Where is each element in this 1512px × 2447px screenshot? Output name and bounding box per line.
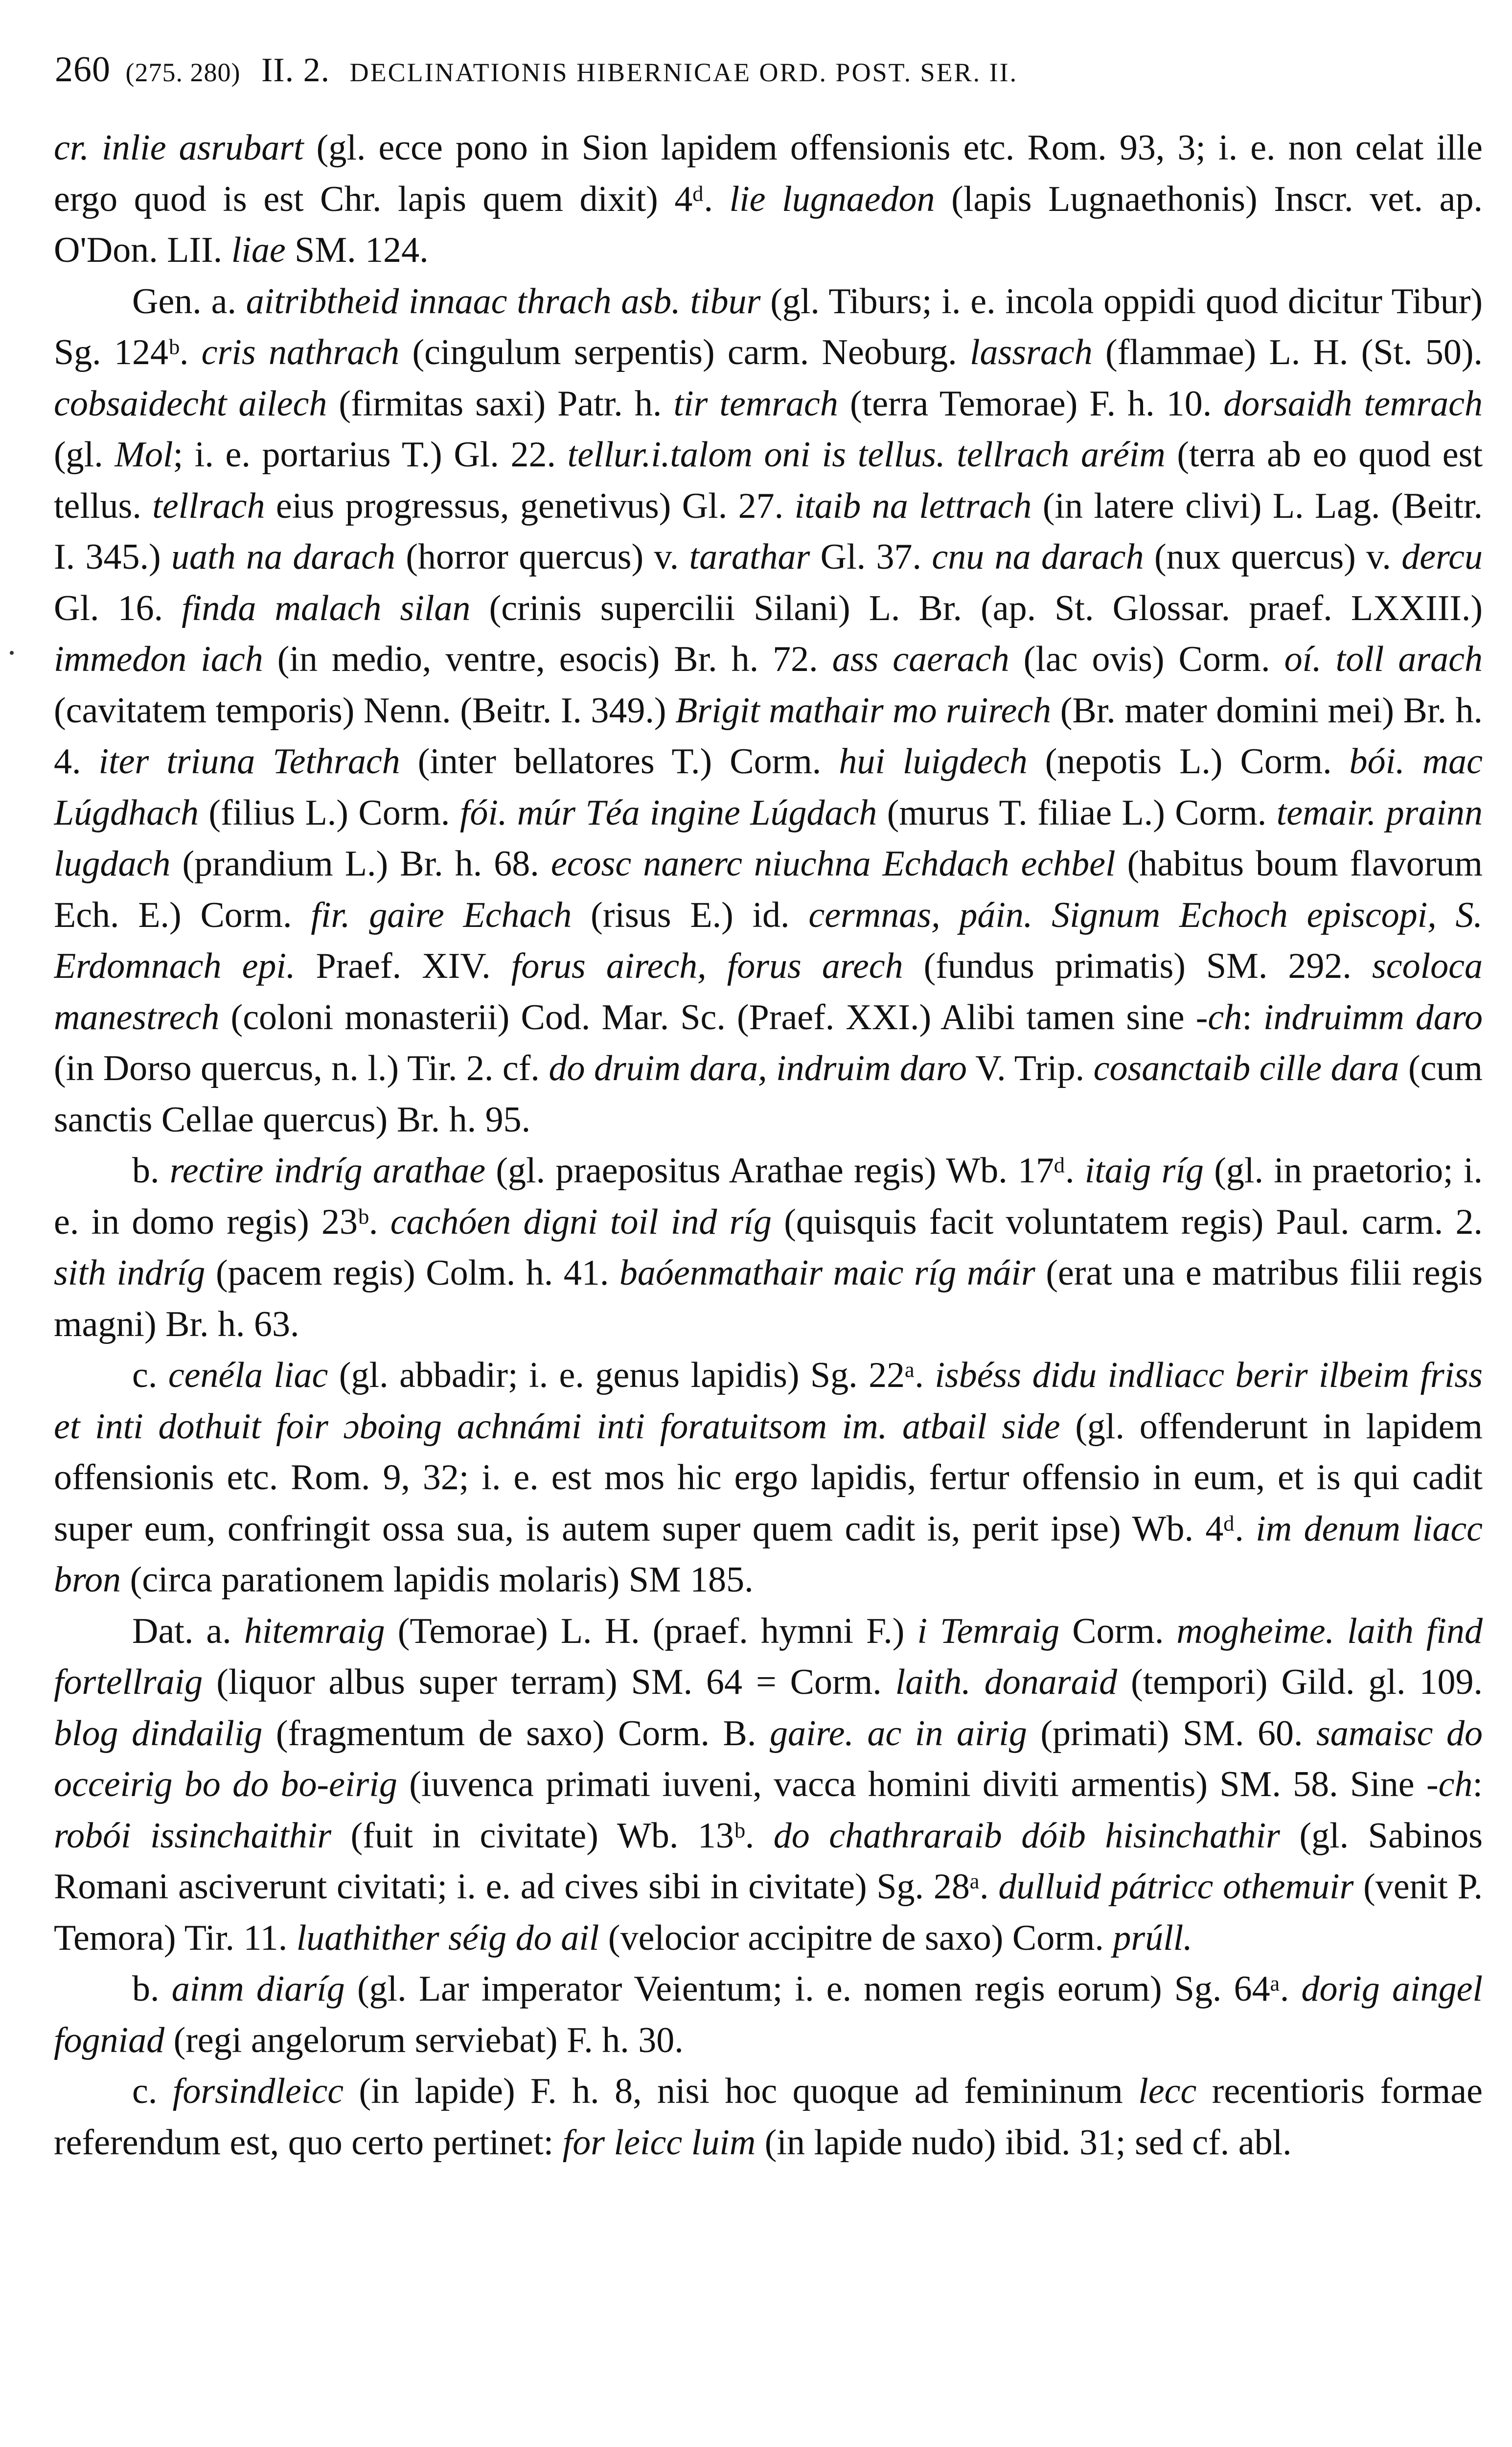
irish-gloss-text: do chathraraib dóib hisinchathir xyxy=(773,1815,1280,1856)
running-title: DECLINATIONIS HIBERNICAE ORD. POST. SER. II. xyxy=(349,58,1018,87)
irish-gloss-text: isbéss didu indliacc berir ilbeim friss et inti dothuit foir ɔboing achnámi inti foratuitsom im. atbail side xyxy=(54,1355,1483,1447)
latin-text: (in lapide) F. h. 8, nisi hoc quoque ad femininum xyxy=(344,2071,1139,2111)
irish-gloss-text: luathither séig do ail xyxy=(296,1917,599,1958)
irish-gloss-text: laith. donaraid xyxy=(895,1662,1118,1702)
latin-text: (regi angelorum serviebat) F. h. 30. xyxy=(164,2020,684,2060)
latin-text: (cavitatem temporis) Nenn. (Beitr. I. 349.) xyxy=(54,690,676,731)
irish-gloss-text: hui luigdech xyxy=(839,741,1028,782)
latin-text: (terra ab eo quod est tellus. xyxy=(54,435,1483,526)
irish-gloss-text: indruimm daro xyxy=(1263,997,1483,1038)
latin-text: (in latere clivi) L. Lag. (Beitr. I. 345.) xyxy=(54,485,1483,577)
latin-text: (pacem regis) Colm. h. 41. xyxy=(205,1253,619,1293)
irish-gloss-text: cermnas, páin. Signum Echoch episcopi, S. Erdomnach epi. xyxy=(54,895,1483,986)
irish-gloss-text: Brigit mathair mo ruirech xyxy=(675,690,1052,731)
latin-text: (liquor albus super terram) SM. 64 = Corm. xyxy=(203,1662,895,1702)
irish-gloss-text: tarathar xyxy=(689,537,810,577)
latin-text: (in medio, ventre, esocis) Br. h. 72. xyxy=(263,639,832,679)
irish-gloss-text: rectire indríg arathae xyxy=(169,1151,486,1191)
latin-text: c. xyxy=(132,2071,173,2111)
paragraph xyxy=(54,1350,1483,1606)
irish-gloss-text: Mol xyxy=(115,435,173,475)
latin-text: (cingulum serpentis) carm. Neoburg. xyxy=(399,332,970,372)
irish-gloss-text: dercu xyxy=(1401,537,1483,577)
latin-text: SM. 124. xyxy=(285,230,429,270)
latin-text: (circa parationem lapidis molaris) SM 185. xyxy=(121,1560,754,1600)
latin-text: (cum sanctis Cellae quercus) Br. h. 95. xyxy=(54,1048,1483,1140)
section-reference: (275. 280) xyxy=(125,58,241,87)
latin-text: (primati) SM. 60. xyxy=(1027,1713,1316,1754)
latin-text: (flammae) L. H. (St. 50). xyxy=(1092,332,1483,372)
latin-text: (nepotis L.) Corm. xyxy=(1027,741,1350,782)
irish-gloss-text: uath na darach xyxy=(171,537,395,577)
irish-gloss-text: -ch xyxy=(1195,997,1242,1038)
irish-gloss-text: robói issinchaithir xyxy=(54,1815,332,1856)
irish-gloss-text: finda malach silan xyxy=(182,588,471,628)
latin-text: (coloni monasterii) Cod. Mar. Sc. (Praef. XXI.) Alibi tamen sine xyxy=(219,997,1196,1038)
latin-text: (risus E.) id. xyxy=(572,895,809,935)
irish-gloss-text: forus airech, forus arech xyxy=(511,946,903,986)
irish-gloss-text: fói. múr Téa ingine Lúgdach xyxy=(459,792,877,833)
irish-gloss-text: ainm diaríg xyxy=(171,1969,345,2009)
latin-text: Praef. XIV. xyxy=(295,946,511,986)
latin-text: (venit P. Temora) Tir. 11. xyxy=(54,1867,1483,1958)
latin-text: (firmitas saxi) Patr. h. xyxy=(327,383,674,424)
latin-text: (fundus primatis) SM. 292. xyxy=(903,946,1372,986)
latin-text: (in Dorso quercus, n. l.) Tir. 2. cf. xyxy=(54,1048,549,1088)
latin-text: (gl. Sabinos Romani asciverunt civitati; i. e. ad cives sibi in civitate) Sg. 28ᵃ. xyxy=(54,1815,1483,1907)
latin-text: (fuit in civitate) Wb. 13ᵇ. xyxy=(331,1815,774,1856)
irish-gloss-text: blog dindailig xyxy=(54,1713,263,1754)
irish-gloss-text: cachóen digni toil ind ríg xyxy=(390,1201,772,1242)
irish-gloss-text: cr. inlie asrubart xyxy=(54,128,304,168)
irish-gloss-text: oí. toll arach xyxy=(1284,639,1483,679)
running-header xyxy=(55,49,1484,103)
latin-text: Gl. 16. xyxy=(54,588,182,628)
latin-text: (gl. in praetorio; i. e. in domo regis) 23ᵇ. xyxy=(54,1151,1483,1242)
irish-gloss-text: iter triuna Tethrach xyxy=(98,741,400,782)
latin-text: (filius L.) Corm. xyxy=(199,792,460,833)
latin-text: (tempori) Gild. gl. 109. xyxy=(1117,1662,1483,1702)
irish-gloss-text: fir. gaire Echach xyxy=(311,895,572,935)
irish-gloss-text: itaig ríg xyxy=(1084,1151,1204,1191)
latin-text: V. Trip. xyxy=(967,1048,1094,1088)
irish-gloss-text: dorsaidh temrach xyxy=(1223,383,1483,424)
latin-text: (quisquis facit voluntatem regis) Paul. carm. 2. xyxy=(772,1201,1483,1242)
irish-gloss-text: tellur.i.talom oni is tellus. tellrach aréim xyxy=(567,435,1166,475)
latin-text: Corm. xyxy=(1059,1611,1177,1651)
latin-text: b. xyxy=(132,1969,172,2009)
latin-text: b. xyxy=(132,1151,170,1191)
irish-gloss-text: cobsaidecht ailech xyxy=(54,383,327,424)
latin-text: (gl. abbadir; i. e. genus lapidis) Sg. 22ᵃ. xyxy=(328,1355,935,1395)
latin-text: (Temorae) L. H. (praef. hymni F.) xyxy=(385,1611,917,1651)
latin-text: ; i. e. portarius T.) Gl. 22. xyxy=(173,435,568,475)
irish-gloss-text: i Temraig xyxy=(917,1611,1060,1651)
irish-gloss-text: hitemraig xyxy=(244,1611,385,1651)
irish-gloss-text: cris nathrach xyxy=(201,332,400,372)
irish-gloss-text: prúll. xyxy=(1113,1917,1192,1958)
latin-text: Gl. 37. xyxy=(810,537,932,577)
irish-gloss-text: lie lugnaedon xyxy=(729,179,935,219)
latin-text: (crinis supercilii Silani) L. Br. (ap. St. Glossar. praef. LXXIII.) xyxy=(470,588,1483,628)
irish-gloss-text: ecosc nanerc niuchna Echdach echbel xyxy=(550,844,1116,884)
latin-text: (lac ovis) Corm. xyxy=(1009,639,1284,679)
latin-text: (gl. xyxy=(54,435,115,475)
irish-gloss-text: tellrach xyxy=(152,485,265,526)
latin-text: (Br. mater domini mei) Br. h. 4. xyxy=(54,690,1483,782)
irish-gloss-text: ass caerach xyxy=(832,639,1009,679)
irish-gloss-text: for leicc luim xyxy=(562,2122,756,2163)
paragraph xyxy=(54,276,1483,1146)
latin-text: (gl. offenderunt in lapidem offensionis etc. Rom. 9, 32; i. e. est mos hic ergo lapidis, fertur offensio in eum, et is qui cadit super eum, confringit ossa sua, is autem super quem cadit is, perit ipse) Wb. 4ᵈ. xyxy=(54,1406,1483,1549)
irish-gloss-text: baóenmathair maic ríg máir xyxy=(619,1253,1035,1293)
latin-text: (lapis Lugnaethonis) Inscr. vet. ap. O'Don. LII. xyxy=(54,179,1483,270)
paragraph xyxy=(54,122,1483,276)
latin-text: (prandium L.) Br. h. 68. xyxy=(170,844,551,884)
latin-text: (gl. praepositus Arathae regis) Wb. 17ᵈ. xyxy=(485,1151,1085,1191)
page-number: 260 xyxy=(55,49,111,90)
section-number: II. 2. xyxy=(261,51,330,89)
irish-gloss-text: sith indríg xyxy=(54,1253,206,1293)
irish-gloss-text: temair. prainn lugdach xyxy=(54,792,1483,884)
irish-gloss-text: -ch xyxy=(1426,1764,1473,1804)
paragraph xyxy=(54,1606,1483,1964)
irish-gloss-text: im denum liacc bron xyxy=(54,1508,1483,1600)
irish-gloss-text: itaib na lettrach xyxy=(794,485,1032,526)
latin-text: (velocior accipitre de saxo) Corm. xyxy=(599,1917,1113,1958)
latin-text: c. xyxy=(132,1355,168,1395)
irish-gloss-text: scoloca manestrech xyxy=(54,946,1483,1038)
latin-text: (gl. Lar imperator Veientum; i. e. nomen regis eorum) Sg. 64ᵃ. xyxy=(344,1969,1302,2009)
latin-text: Gen. a. xyxy=(132,281,246,322)
irish-gloss-text: dorig aingel fogniad xyxy=(54,1969,1483,2060)
irish-gloss-text: tir temrach xyxy=(673,383,838,424)
irish-gloss-text: forsindleicc xyxy=(172,2071,344,2111)
latin-text: (murus T. filiae L.) Corm. xyxy=(877,792,1277,833)
latin-text: (gl. ecce pono in Sion lapidem offensionis etc. Rom. 93, 3; i. e. non celat ille ergo quod is est Chr. lapis quem dixit) 4ᵈ. xyxy=(54,128,1483,219)
irish-gloss-text: cosanctaib cille dara xyxy=(1093,1048,1399,1088)
irish-gloss-text: mogheime. laith find fortellraig xyxy=(54,1611,1483,1702)
latin-text: (horror quercus) v. xyxy=(395,537,689,577)
document-body xyxy=(54,122,1483,2447)
irish-gloss-text: immedon iach xyxy=(54,639,263,679)
irish-gloss-text: lassrach xyxy=(969,332,1093,372)
irish-gloss-text: gaire. ac in airig xyxy=(769,1713,1027,1754)
irish-gloss-text: dulluid pátricc othemuir xyxy=(998,1867,1354,1907)
irish-gloss-text: cenéla liac xyxy=(168,1355,328,1395)
irish-gloss-text: cnu na darach xyxy=(932,537,1144,577)
latin-text: (terra Temorae) F. h. 10. xyxy=(838,383,1224,424)
latin-text: recentioris formae referendum est, quo certo pertinet: xyxy=(54,2071,1483,2163)
paragraph xyxy=(54,2066,1483,2168)
latin-text: (habitus boum flavorum Ech. E.) Corm. xyxy=(54,844,1483,935)
latin-text: (iuvenca primati iuveni, vacca homini diviti armentis) SM. 58. Sine xyxy=(397,1764,1426,1804)
latin-text: eius progressus, genetivus) Gl. 27. xyxy=(265,485,795,526)
irish-gloss-text: samaisc do occeirig bo do bo-eirig xyxy=(54,1713,1483,1804)
latin-text: : xyxy=(1472,1764,1483,1804)
latin-text: Dat. a. xyxy=(132,1611,244,1651)
irish-gloss-text: liae xyxy=(231,230,286,270)
latin-text: (gl. Tiburs; i. e. incola oppidi quod dicitur Tibur) Sg. 124ᵇ. xyxy=(54,281,1483,372)
latin-text: (inter bellatores T.) Corm. xyxy=(400,741,839,782)
irish-gloss-text: lecc xyxy=(1138,2071,1197,2111)
latin-text: (in lapide nudo) ibid. 31; sed cf. abl. xyxy=(756,2122,1292,2163)
paragraph xyxy=(54,1963,1483,2066)
latin-text: (erat una e matribus filii regis magni) Br. h. 63. xyxy=(54,1253,1483,1344)
paragraph xyxy=(54,1145,1483,1350)
latin-text: : xyxy=(1242,997,1263,1038)
irish-gloss-text: aitribtheid innaac thrach asb. tibur xyxy=(246,281,761,322)
margin-mark xyxy=(10,651,14,655)
irish-gloss-text: do druim dara, indruim daro xyxy=(549,1048,967,1088)
latin-text: (nux quercus) v. xyxy=(1144,537,1402,577)
latin-text: (fragmentum de saxo) Corm. B. xyxy=(262,1713,770,1754)
irish-gloss-text: bói. mac Lúgdhach xyxy=(54,741,1483,833)
